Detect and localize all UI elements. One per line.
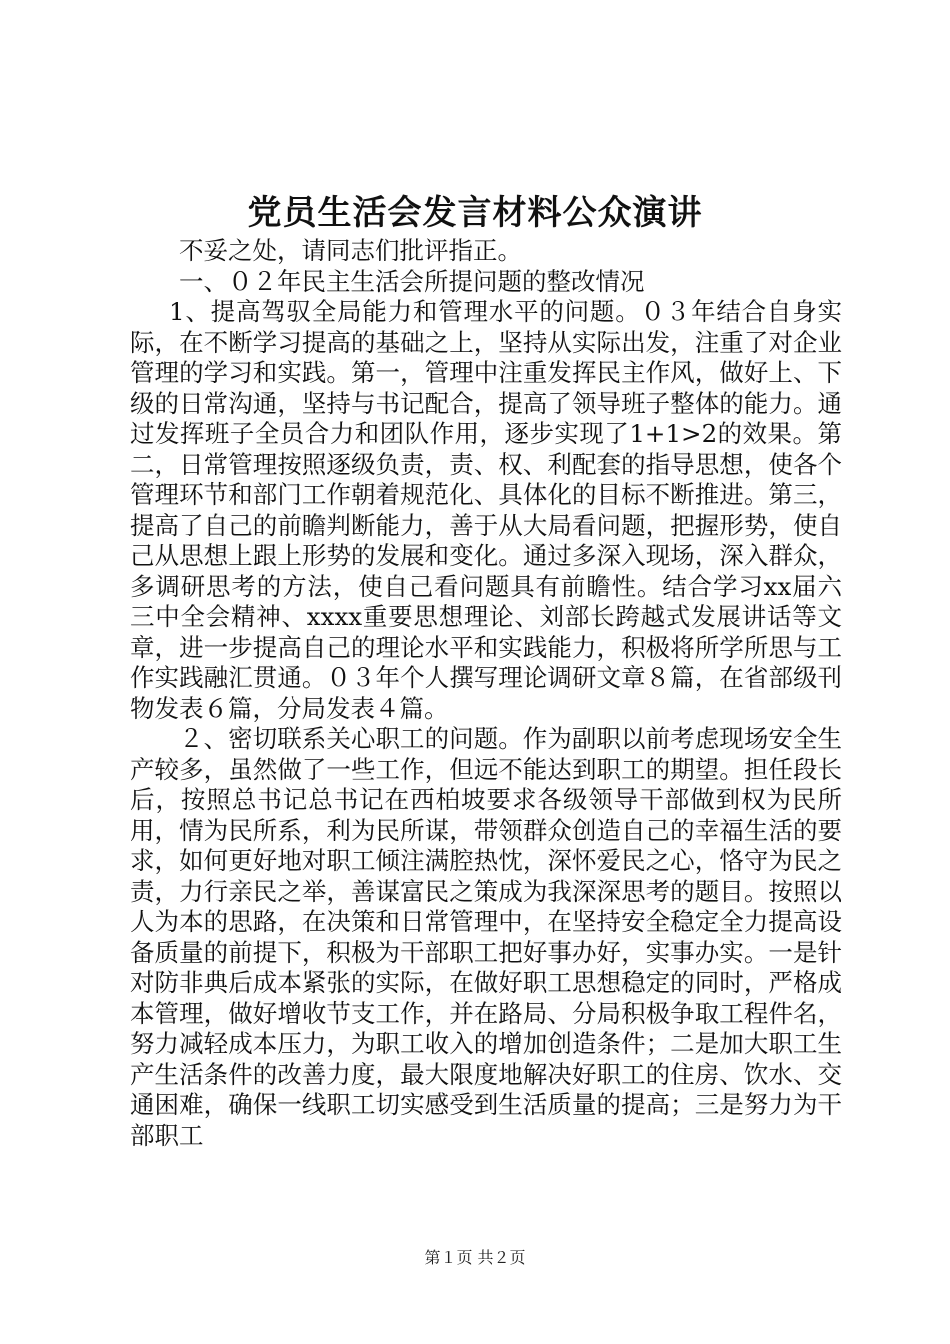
paragraph-closing-remark: 不妥之处，请同志们批评指正。 [179, 236, 522, 265]
section-heading-rectification: 一、０２年民主生活会所提问题的整改情况 [179, 266, 645, 296]
document-title: 党员生活会发言材料公众演讲 [247, 193, 703, 233]
paragraph-item-2: ２、密切联系关心职工的问题。作为副职以前考虑现场安全生产较多，虽然做了一些工作，但远不能达到职工的期望。担任段长后，按照总书记总书记在西柏坡要求各级领导干部做到权为民所用，情为民所系，利为民所谋，带领群众创造自己的幸福生活的要求，如何更好地对职工倾注满腔热忱，深怀爱民之心，恪守为民之责，力行亲民之举，善谋富民之策成为我深深思考的题目。按照以人为本的思路，在决策和日常管理中，在坚持安全稳定全力提高设备质量的前提下，积极为干部职工把好事办好，实事办实。一是针对防非典后成本紧张的实际，在做好职工思想稳定的同时，严格成本管理，做好增收节支工作，并在路局、分局积极争取工程件名，努力减轻成本压力，为职工收入的增加创造条件；二是加大职工生产生活条件的改善力度，最大限度地解决好职工的住房、饮水、交通困难，确保一线职工切实感受到生活质量的提高；三是努力为干部职工 [130, 724, 842, 1150]
paragraph-item-1: 1、提高驾驭全局能力和管理水平的问题。０３年结合自身实际，在不断学习提高的基础之上，坚持从实际出发，注重了对企业管理的学习和实践。第一，管理中注重发挥民主作风，做好上、下级的日常沟通，坚持与书记配合，提高了领导班子整体的能力。通过发挥班子全员合力和团队作用，逐步实现了1+1>2的效果。第二，日常管理按照逐级负责，责、权、利配套的指导思想，使各个管理环节和部门工作朝着规范化、具体化的目标不断推进。第三，提高了自己的前瞻判断能力，善于从大局看问题，把握形势，使自己从思想上跟上形势的发展和变化。通过多深入现场，深入群众，多调研思考的方法，使自己看问题具有前瞻性。结合学习xx届六三中全会精神、xxxx重要思想理论、刘部长跨越式发展讲话等文章，进一步提高自己的理论水平和实践能力，积极将所学所思与工作实践融汇贯通。０３年个人撰写理论调研文章８篇，在省部级刊物发表６篇，分局发表４篇。 [130, 297, 842, 723]
page-number-footer: 第１页 共２页 [424, 1248, 526, 1267]
document-body [130, 236, 842, 1151]
